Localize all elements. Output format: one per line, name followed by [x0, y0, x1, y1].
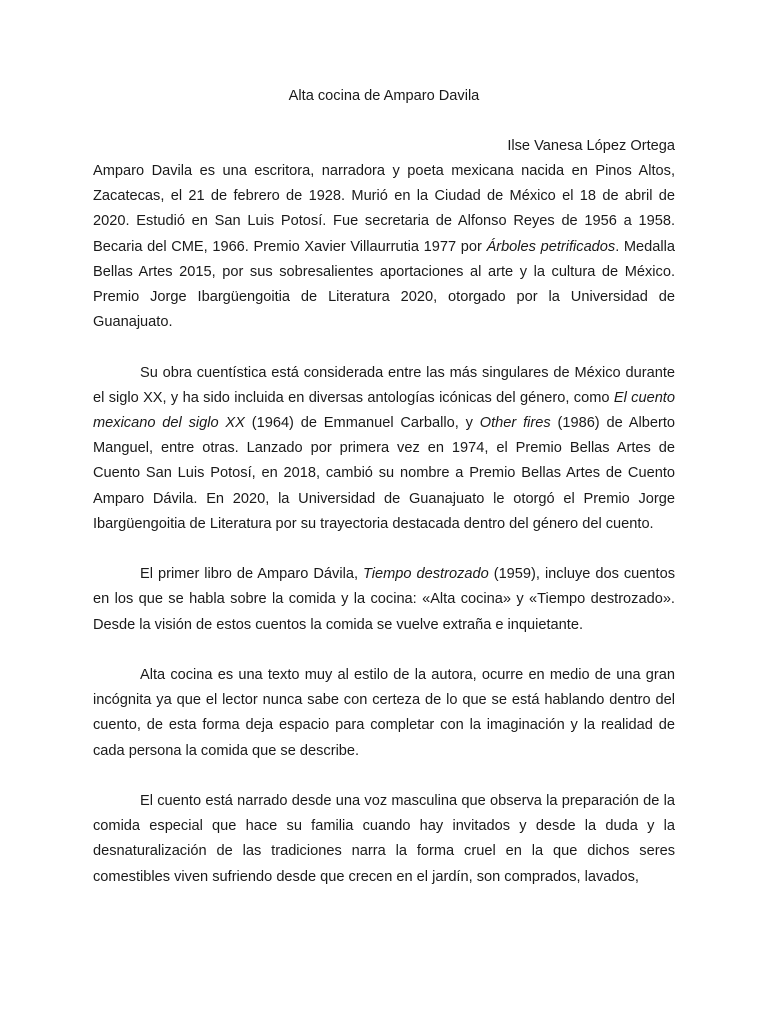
paragraph-3	[93, 562, 675, 638]
italic-title-text: El cuento mexicano del siglo XX	[93, 389, 675, 432]
paragraph-text: (1986) de Alberto Manguel, entre otras. Lanzado por primera vez en 1974, el Premio Bellas Artes de Cuento San Luis Potosí, en 2018, cambió su nombre a Premio Bellas Artes de Cuento Amparo Dávila. En 2020, la Universidad de Guanajuato le otorgó el Premio Jorge Ibargüengoitia de Literatura por su trayectoria destacada dentro del género del cuento.	[93, 415, 675, 532]
document-body	[93, 159, 675, 915]
paragraph-text: (1964) de Emmanuel Carballo, y	[244, 415, 480, 432]
italic-title-text: Other fires	[479, 415, 551, 432]
author-name: Ilse Vanesa López Ortega	[507, 138, 675, 154]
italic-title-text: Árboles petrificados	[486, 238, 616, 255]
paragraph-text: . Medalla Bellas Artes 2015, por sus sobresalientes aportaciones al arte y la cultura de México. Premio Jorge Ibargüengoitia de Literatura 2020, otorgado por la Universidad de Guanajuato.	[93, 238, 676, 331]
paragraph-5	[93, 789, 675, 890]
document-title: Alta cocina de Amparo Davila	[288, 88, 480, 104]
paragraph-1	[93, 159, 675, 335]
paragraph-text: Alta cocina es una texto muy al estilo de la autora, ocurre en medio de una gran incógnita ya que el lector nunca sabe con certeza de lo que se está hablando dentro del cuento, de esta forma deja espacio para completar con la imaginación y la realidad de cada persona la comida que se describe.	[93, 667, 675, 759]
paragraph-text: (1959), incluye dos cuentos en los que se habla sobre la comida y la cocina: «Alta cocina» y «Tiempo destrozado». Desde la visión de estos cuentos la comida se vuelve extraña e inquietante.	[93, 566, 675, 633]
paragraph-4	[93, 663, 675, 764]
paragraph-2	[93, 361, 675, 537]
paragraph-text: Amparo Davila es una escritora, narradora y poeta mexicana nacida en Pinos Altos, Zacatecas, el 21 de febrero de 1928. Murió en la Ciudad de México el 18 de abril de 2020. Estudió en San Luis Potosí. Fue secretaria de Alfonso Reyes de 1956 a 1958. Becaria del CME, 1966. Premio Xavier Villaurrutia 1977 por	[93, 163, 675, 255]
paragraph-text: El cuento está narrado desde una voz masculina que observa la preparación de la comida especial que hace su familia cuando hay invitados y desde la duda y la desnaturalización de las tradiciones narra la forma cruel en la que dichos seres comestibles viven sufriendo desde que crecen en el jardín, son comprados, lavados,	[93, 793, 675, 885]
paragraph-text: El primer libro de Amparo Dávila,	[140, 566, 363, 583]
italic-title-text: Tiempo destrozado	[362, 566, 489, 583]
paragraph-text: Su obra cuentística está considerada entre las más singulares de México durante el siglo XX, y ha sido incluida en diversas antologías icónicas del género, como	[93, 364, 675, 406]
